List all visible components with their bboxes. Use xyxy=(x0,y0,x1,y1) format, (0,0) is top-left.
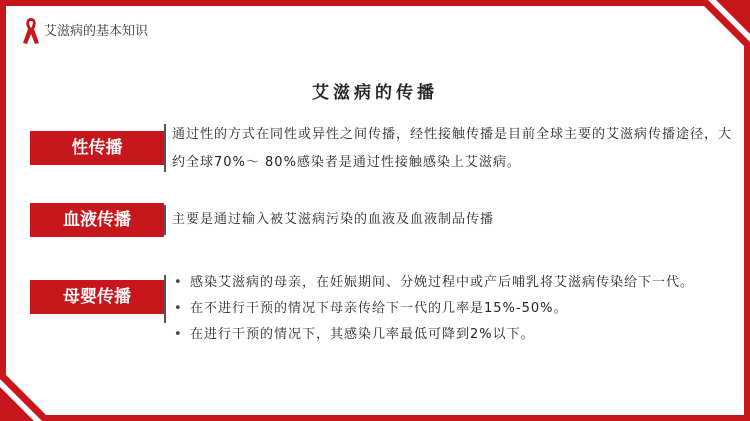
list-item-text: 在不进行干预的情况下母亲传给下一代的几率是15%-50%。 xyxy=(190,301,568,316)
label-sexual-transmission: 性传播 xyxy=(30,131,164,165)
frame-bottom xyxy=(0,415,750,421)
bullet-list xyxy=(172,270,732,348)
label-mother-to-child-transmission: 母婴传播 xyxy=(30,280,164,314)
frame-top xyxy=(0,0,750,6)
sexual-transmission-text: 通过性的方式在同性或异性之间传播，经性接触传播是目前全球主要的艾滋病传播途径，大约全球70%～ 80%感染者是通过性接触感染上艾滋病。 xyxy=(172,127,733,170)
list-item-text: 感染艾滋病的母亲，在妊娠期间、分娩过程中或产后哺乳将艾滋病传染给下一代。 xyxy=(190,275,695,290)
bullet-icon: • xyxy=(174,275,183,290)
separator-line xyxy=(164,124,166,172)
mother-to-child-text xyxy=(172,270,732,348)
label-blood-transmission: 血液传播 xyxy=(30,203,164,237)
bullet-icon: • xyxy=(174,327,183,342)
list-item xyxy=(172,296,732,322)
list-item-text: 在进行干预的情况下，其感染几率最低可降到2%以下。 xyxy=(190,327,535,342)
blood-transmission-text: 主要是通过输入被艾滋病污染的血液及血液制品传播 xyxy=(172,212,495,227)
separator-line xyxy=(164,275,166,323)
list-item xyxy=(172,322,732,348)
red-ribbon-icon xyxy=(20,16,42,46)
frame-right xyxy=(744,0,750,421)
header-title: 艾滋病的基本知识 xyxy=(44,24,149,39)
corner-decoration-top-right xyxy=(698,0,750,52)
list-item xyxy=(172,270,732,296)
frame-left xyxy=(0,0,6,421)
separator-line xyxy=(164,205,166,235)
bullet-icon: • xyxy=(174,301,183,316)
corner-decoration-bottom-left xyxy=(0,369,52,421)
page-title: 艾滋病的传播 xyxy=(312,83,438,103)
